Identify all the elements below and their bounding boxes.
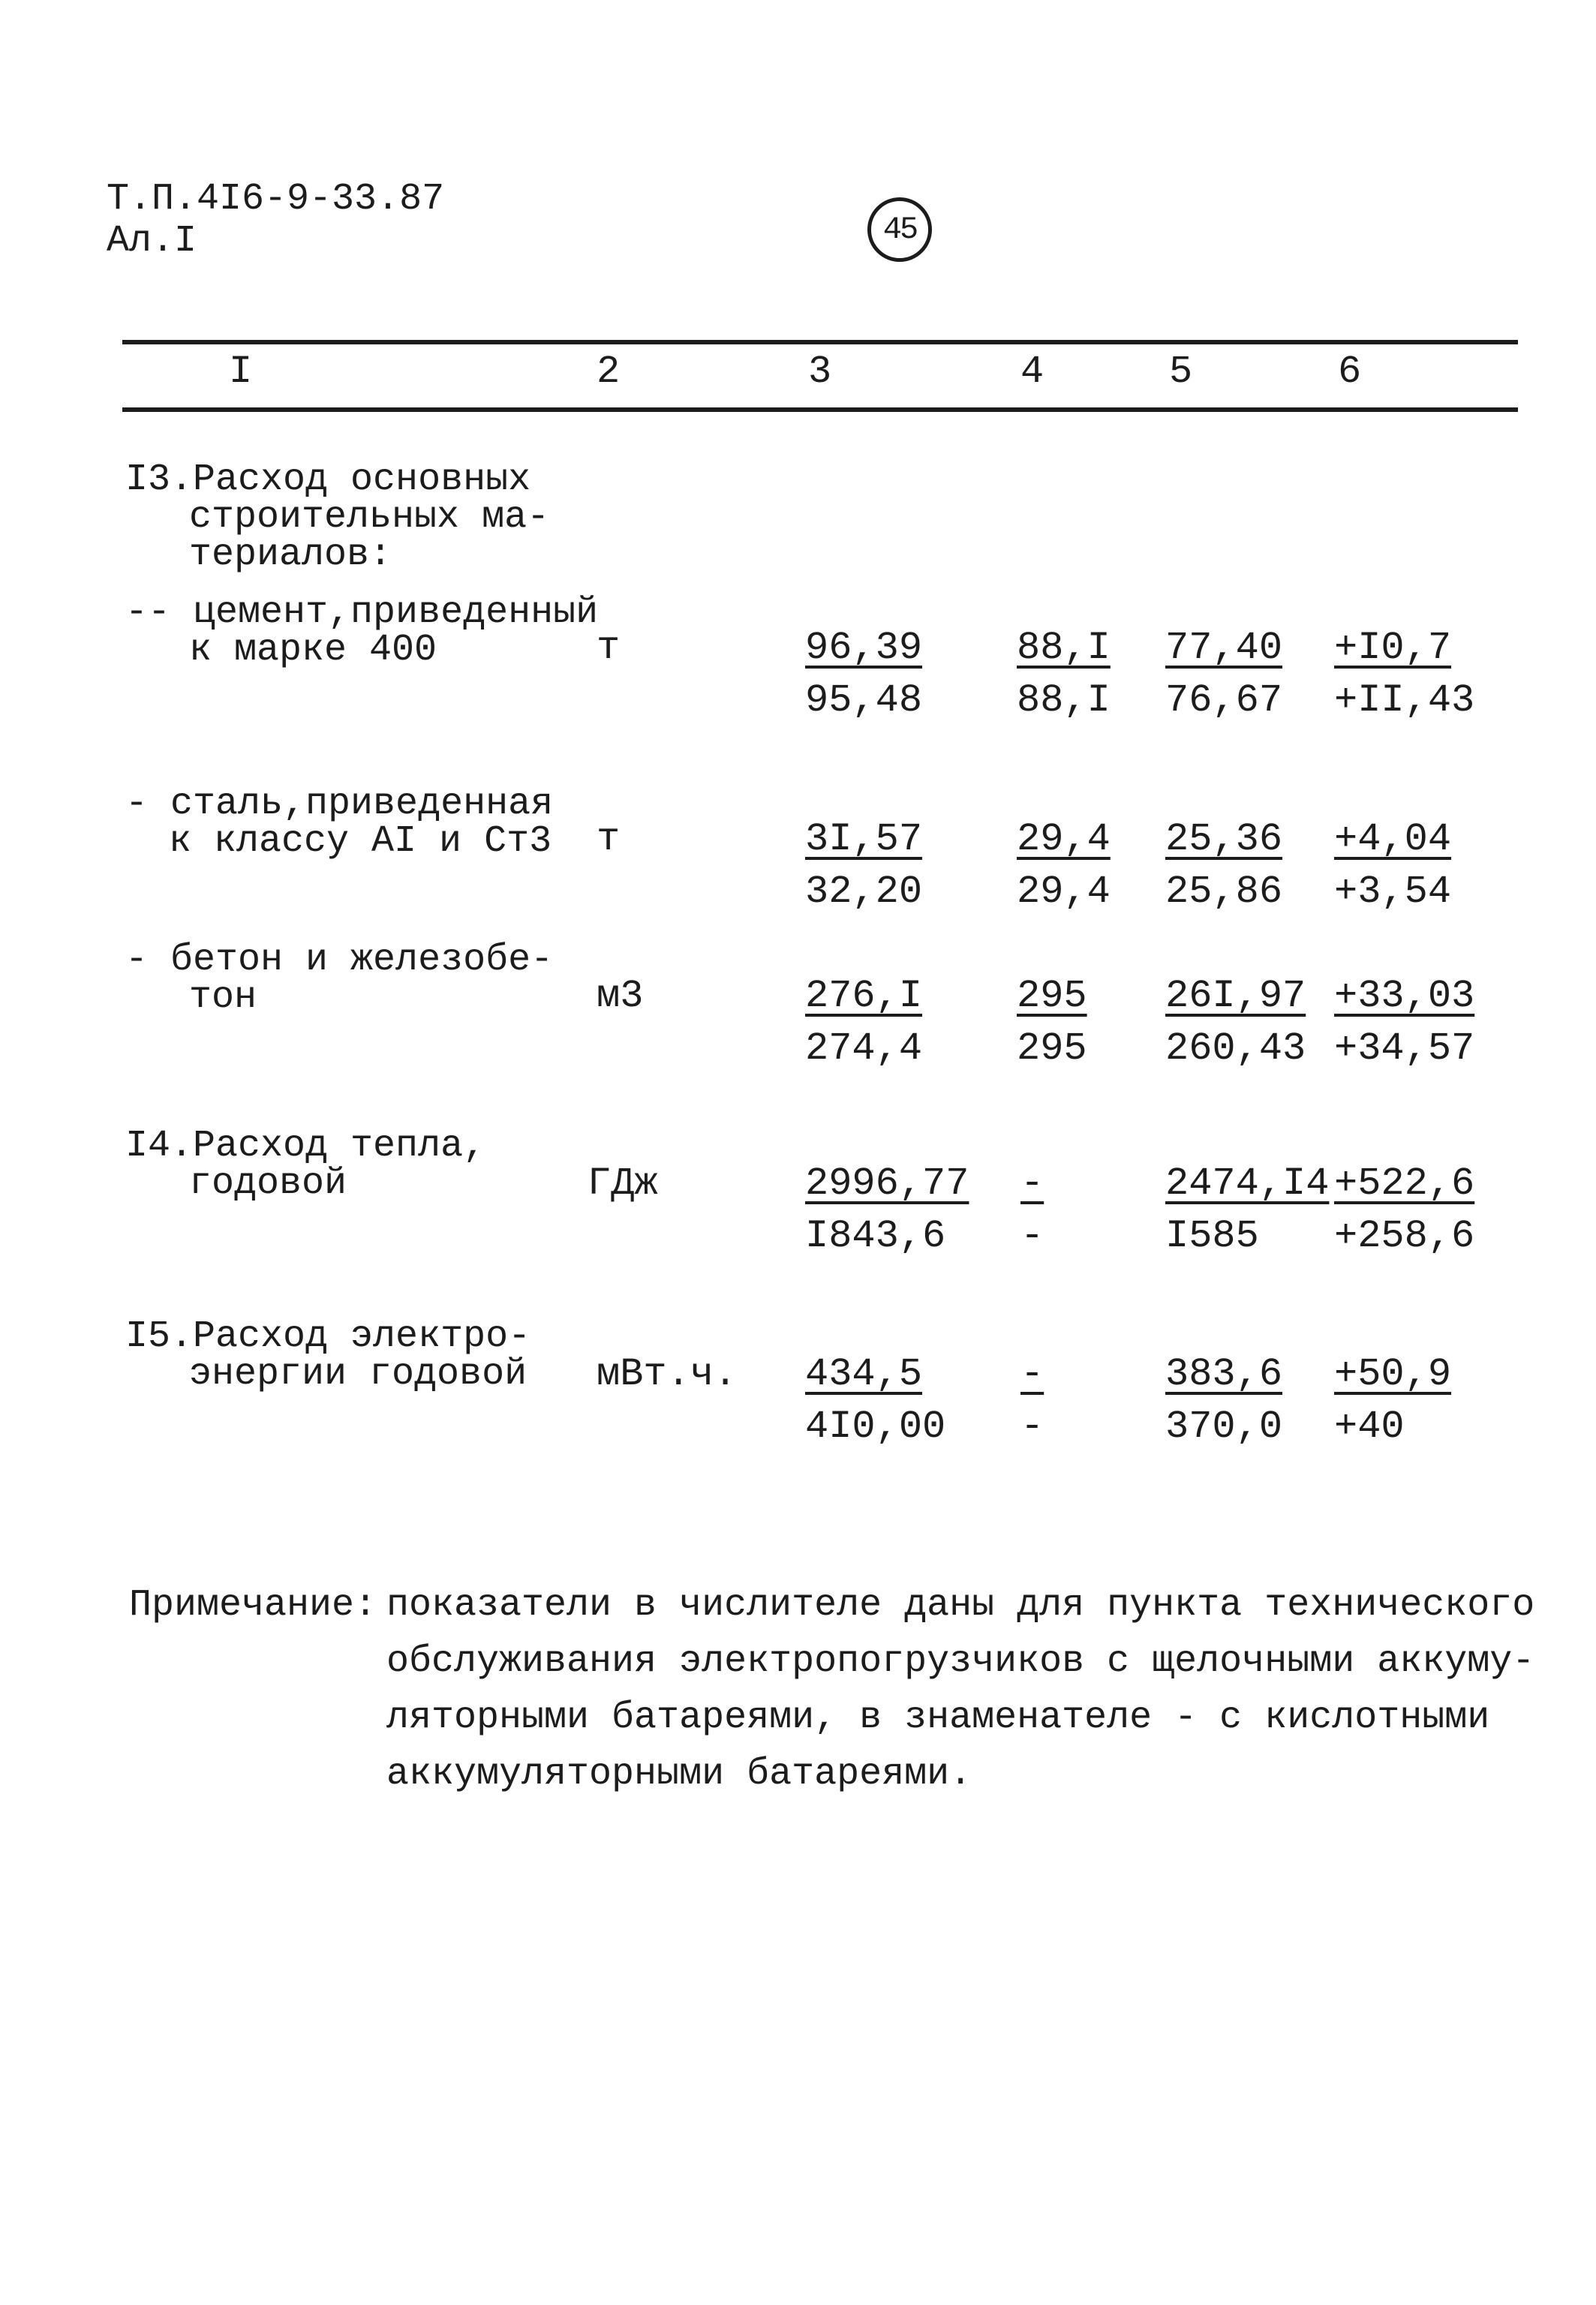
table-header-rule — [122, 407, 1518, 412]
value-numerator: 25,36 — [1165, 817, 1283, 861]
column-header-4: 4 — [1020, 350, 1044, 394]
value-denominator: 4I0,00 — [805, 1405, 946, 1449]
value-numerator: 96,39 — [805, 626, 923, 670]
value-denominator: 370,0 — [1165, 1405, 1283, 1449]
value-numerator: 2474,I4 — [1165, 1162, 1330, 1206]
table-row-label: - сталь,приведенная к классу АI и Ст3 — [125, 783, 554, 863]
value-denominator: 88,I — [1017, 678, 1111, 723]
value-denominator: 274,4 — [805, 1026, 923, 1071]
value-denominator: 76,67 — [1165, 678, 1283, 723]
unit-cell: ГДж — [588, 1162, 658, 1206]
table-row-label: -- цемент,приведенный к марке 400 — [125, 591, 599, 672]
value-numerator: 276,I — [805, 974, 923, 1018]
value-numerator: 383,6 — [1165, 1352, 1283, 1396]
note-line: ляторными батареями, в знаменателе - с кислотными — [386, 1696, 1490, 1739]
value-denominator: I843,6 — [805, 1214, 946, 1258]
value-denominator: 295 — [1017, 1026, 1087, 1071]
page-number: 45 — [882, 212, 917, 248]
value-numerator: 295 — [1017, 974, 1087, 1018]
value-denominator: I585 — [1165, 1214, 1259, 1258]
note-line: обслуживания электропогрузчиков с щелочными аккуму- — [386, 1640, 1535, 1683]
note-heading: Примечание: — [129, 1584, 377, 1627]
value-numerator: - — [1020, 1352, 1044, 1396]
value-denominator: 25,86 — [1165, 870, 1283, 914]
column-header-6: 6 — [1338, 350, 1362, 394]
table-top-rule — [122, 340, 1518, 344]
value-denominator: +258,6 — [1334, 1214, 1475, 1258]
value-numerator: 434,5 — [805, 1352, 923, 1396]
value-numerator: +50,9 — [1334, 1352, 1452, 1396]
value-numerator: 77,40 — [1165, 626, 1283, 670]
value-denominator: - — [1020, 1405, 1044, 1449]
column-header-2: 2 — [597, 350, 621, 394]
document-code — [107, 179, 444, 263]
value-denominator: 260,43 — [1165, 1026, 1306, 1071]
value-numerator: +I0,7 — [1334, 626, 1452, 670]
unit-cell: мВт.ч. — [597, 1352, 738, 1396]
page-number-badge — [867, 197, 932, 262]
value-denominator: +40 — [1334, 1405, 1405, 1449]
column-header-3: 3 — [808, 350, 832, 394]
note-line: аккумуляторными батареями. — [386, 1753, 972, 1796]
document-code-line1: Т.П.4I6-9-33.87 — [107, 178, 445, 221]
unit-cell: м3 — [597, 974, 644, 1018]
table-row-label: I3.Расход основных строительных ма- териалов: — [125, 458, 550, 576]
value-denominator: 29,4 — [1017, 870, 1111, 914]
value-numerator: +4,04 — [1334, 817, 1452, 861]
value-numerator: 88,I — [1017, 626, 1111, 670]
value-denominator: +II,43 — [1334, 678, 1475, 723]
document-code-line2: Ал.I — [107, 220, 197, 263]
value-numerator: - — [1020, 1162, 1044, 1206]
value-denominator: 32,20 — [805, 870, 923, 914]
note-line: показатели в числителе даны для пункта технического — [386, 1584, 1535, 1627]
table-row-label: I4.Расход тепла, годовой — [125, 1125, 486, 1205]
value-numerator: 3I,57 — [805, 817, 923, 861]
column-header-1: I — [229, 350, 253, 394]
value-numerator: 2996,77 — [805, 1162, 969, 1206]
table-row-label: - бетон и железобе- тон — [125, 939, 554, 1019]
value-denominator: +34,57 — [1334, 1026, 1475, 1071]
column-header-5: 5 — [1169, 350, 1193, 394]
value-numerator: +33,03 — [1334, 974, 1475, 1018]
unit-cell: т — [597, 817, 621, 861]
value-numerator: 29,4 — [1017, 817, 1111, 861]
value-denominator: - — [1020, 1214, 1044, 1258]
value-numerator: +522,6 — [1334, 1162, 1475, 1206]
unit-cell: т — [597, 626, 621, 670]
table-row-label: I5.Расход электро- энергии годовой — [125, 1315, 531, 1396]
value-denominator: +3,54 — [1334, 870, 1452, 914]
value-numerator: 26I,97 — [1165, 974, 1306, 1018]
value-denominator: 95,48 — [805, 678, 923, 723]
